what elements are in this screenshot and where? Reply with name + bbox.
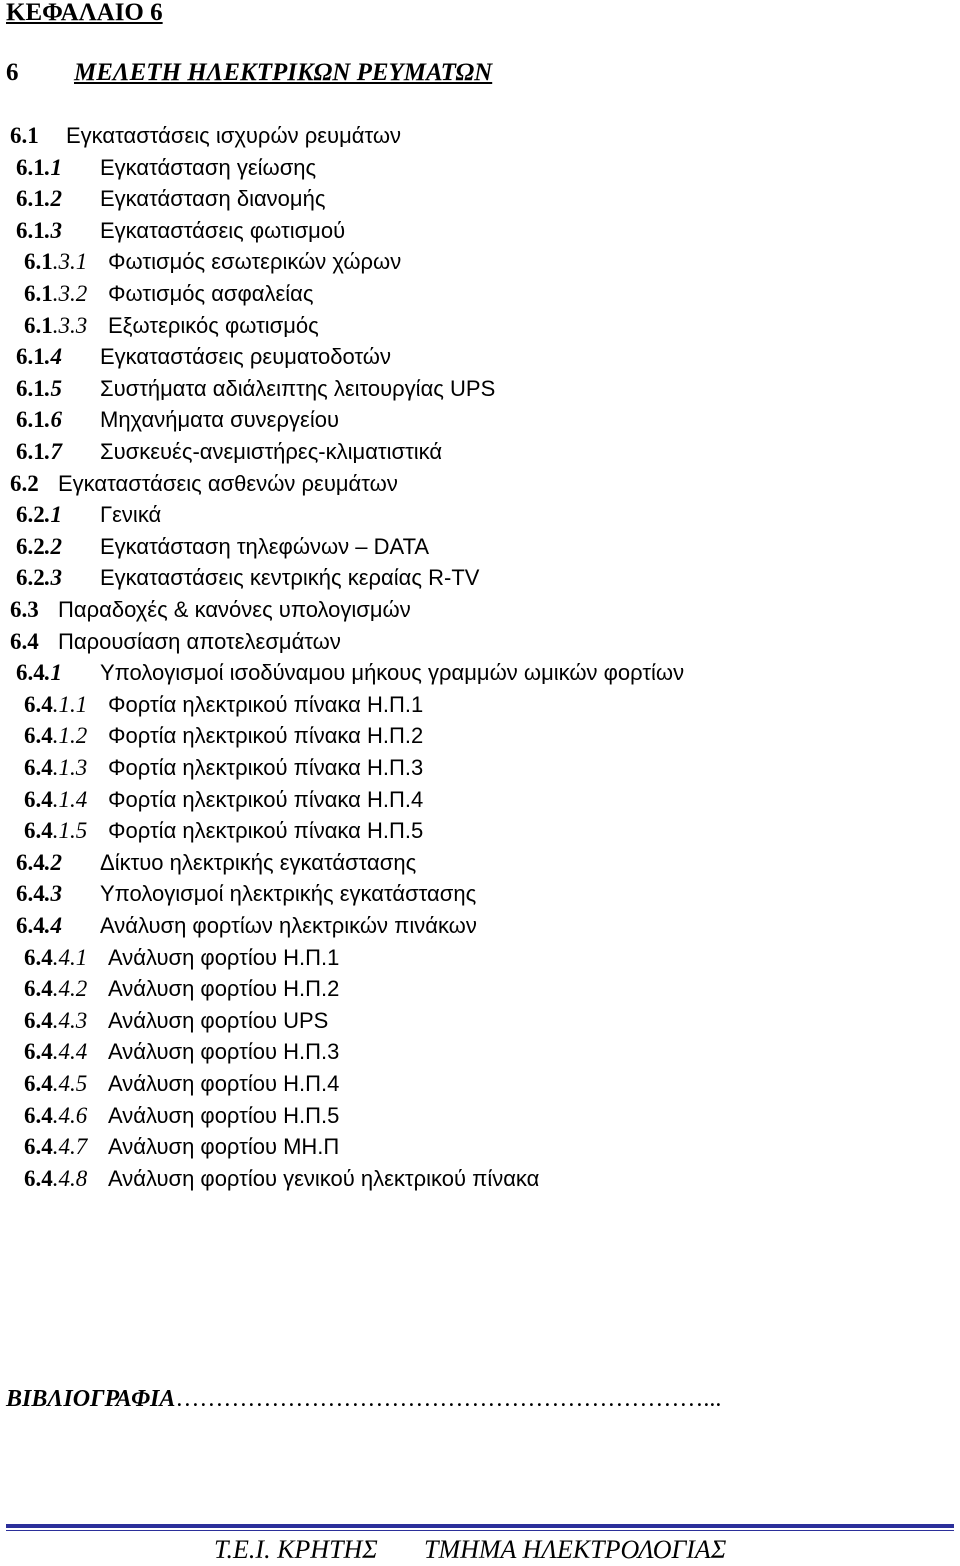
- toc-item-label: Εγκαταστάσεις κεντρικής κεραίας R-TV: [100, 565, 480, 591]
- toc-item-number: 6.4.1.4: [24, 786, 88, 812]
- toc-item-number: 6.4: [10, 628, 39, 654]
- toc-item-number: 6.2.3: [16, 565, 62, 591]
- toc-item-number: 6.1.3.3: [24, 312, 88, 338]
- toc-item: [24, 1036, 339, 1068]
- toc-item: [16, 499, 161, 531]
- toc-item-label: Ανάλυση φορτίου Η.Π.5: [108, 1102, 340, 1128]
- toc-item-number: 6.1.3: [16, 217, 62, 243]
- toc-item-label: Ανάλυση φορτίου UPS: [108, 1007, 329, 1033]
- toc-item-label: Φορτία ηλεκτρικού πίνακα Η.Π.5: [108, 818, 424, 844]
- toc-item-number: 6.4.3: [16, 881, 62, 907]
- toc-item-label: Εγκαταστάσεις ρευματοδοτών: [100, 344, 391, 370]
- footer-rule-thin: [6, 1530, 954, 1531]
- toc-item: [16, 657, 684, 689]
- toc-item-label: Εγκαταστάσεις φωτισμού: [100, 217, 346, 243]
- toc-item-label: Φωτισμός εσωτερικών χώρων: [108, 249, 402, 275]
- toc-item-label: Φωτισμός ασφαλείας: [108, 281, 314, 306]
- toc-item-label: Φορτία ηλεκτρικού πίνακα Η.Π.4: [108, 786, 424, 812]
- toc-item-label: Ανάλυση φορτίου Η.Π.4: [108, 1071, 340, 1096]
- footer-department: ΤΜΗΜΑ ΗΛΕΚΤΡΟΛΟΓΙΑΣ: [424, 1535, 727, 1564]
- toc-item-number: 6.1.3.2: [24, 281, 88, 306]
- toc-item-number: 6.4.4.3: [24, 1007, 88, 1033]
- toc-item-number: 6.4.4: [16, 913, 62, 938]
- page-footer: [214, 1534, 726, 1566]
- toc-item-label: Μηχανήματα συνεργείου: [100, 407, 339, 433]
- toc-item-number: 6.1.6: [16, 407, 62, 433]
- toc-item: [16, 152, 316, 184]
- toc-item: [16, 341, 391, 373]
- toc-item-label: Εγκαταστάσεις ασθενών ρευμάτων: [58, 470, 398, 496]
- toc-item: [16, 562, 479, 594]
- toc-item-label: Υπολογισμοί ηλεκτρικής εγκατάστασης: [100, 881, 477, 907]
- toc-item-number: 6.1.4: [16, 344, 62, 370]
- toc-item-label: Φορτία ηλεκτρικού πίνακα Η.Π.2: [108, 723, 424, 749]
- toc-item-label: Ανάλυση φορτίου Η.Π.2: [108, 976, 340, 1002]
- toc-item-label: Ανάλυση φορτίου Η.Π.1: [108, 944, 340, 970]
- toc-item: [24, 720, 423, 752]
- toc-item: [24, 246, 401, 278]
- toc-item-number: 6.1.5: [16, 375, 62, 401]
- toc-item-number: 6.2.2: [16, 533, 62, 559]
- toc-item-label: Συστήματα αδιάλειπτης λειτουργίας UPS: [100, 375, 496, 401]
- footer-rule: [6, 1524, 954, 1528]
- toc-item: [24, 752, 423, 784]
- toc-item-label: Ανάλυση φορτίου γενικού ηλεκτρικού πίνακα: [108, 1165, 540, 1191]
- toc-item-label: Εξωτερικός φωτισμός: [108, 312, 319, 338]
- toc-item-number: 6.4.1.5: [24, 818, 88, 844]
- toc-item: [10, 594, 411, 626]
- toc-item-label: Εγκατάσταση γείωσης: [100, 154, 317, 180]
- toc-item-label: Υπολογισμοί ισοδύναμου μήκους γραμμών ωμικών φορτίων: [100, 660, 685, 686]
- toc-item: [24, 689, 423, 721]
- toc-item-number: 6.4.4.1: [24, 944, 88, 970]
- toc-item: [24, 1131, 339, 1163]
- toc-item-label: Εγκατάσταση τηλεφώνων – DATA: [100, 533, 430, 559]
- toc-item-number: 6.4.1.3: [24, 755, 88, 780]
- toc-item-number: 6.4.4.7: [24, 1134, 88, 1160]
- toc-item-label: Ανάλυση φορτίων ηλεκτρικών πινάκων: [100, 913, 477, 938]
- toc-item-number: 6.4.4.8: [24, 1165, 88, 1191]
- toc-item: [16, 436, 442, 468]
- toc-item: [16, 215, 345, 247]
- toc-item-label: Εγκαταστάσεις ισχυρών ρευμάτων: [66, 123, 402, 148]
- toc-item: [24, 278, 314, 310]
- toc-item: [24, 1100, 339, 1132]
- toc-item: [10, 468, 398, 500]
- toc-item: [16, 404, 339, 436]
- toc-item-number: 6.4.4.6: [24, 1102, 88, 1128]
- toc-item-number: 6.4.1.2: [24, 723, 88, 749]
- toc-item: [24, 784, 423, 816]
- chapter-heading: ΚΕΦΑΛΑΙΟ 6: [6, 0, 163, 26]
- toc-item: [24, 1005, 328, 1037]
- toc-item-number: 6.4.1.1: [24, 691, 88, 717]
- toc-item-number: 6.1.2: [16, 186, 62, 212]
- toc-item: [16, 531, 429, 563]
- bibliography-heading: ΒΙΒΛΙΟΓΡΑΦΙΑ: [6, 1386, 176, 1412]
- toc-item-label: Φορτία ηλεκτρικού πίνακα Η.Π.3: [108, 755, 424, 780]
- toc-item-number: 6.1.3.1: [24, 249, 88, 275]
- toc-item: [24, 1068, 339, 1100]
- toc-item-number: 6.4.1: [16, 660, 62, 686]
- toc-item: [24, 815, 423, 847]
- toc-item-number: 6.1.7: [16, 439, 62, 464]
- toc-item-label: Ανάλυση φορτίου Η.Π.3: [108, 1039, 340, 1065]
- bibliography-leader: …………………………………………………………...: [175, 1386, 722, 1412]
- toc-item: [10, 120, 401, 152]
- toc-item: [16, 847, 416, 879]
- toc-item: [24, 1163, 539, 1195]
- toc-item-number: 6.2: [10, 470, 39, 496]
- toc-item: [24, 310, 319, 342]
- chapter-title-text: ΜΕΛΕΤΗ ΗΛΕΚΤΡΙΚΩΝ ΡΕΥΜΑΤΩΝ: [74, 59, 493, 86]
- toc-item-number: 6.3: [10, 597, 39, 622]
- toc-item-number: 6.4.4.4: [24, 1039, 88, 1065]
- toc-item: [10, 626, 341, 658]
- toc-item: [24, 942, 339, 974]
- toc-item: [16, 878, 476, 910]
- toc-item-label: Εγκατάσταση διανομής: [100, 186, 326, 212]
- toc-item-number: 6.4.2: [16, 849, 62, 875]
- toc-item-number: 6.4.4.2: [24, 976, 88, 1002]
- toc-item-label: Δίκτυο ηλεκτρικής εγκατάστασης: [100, 849, 417, 875]
- toc-item: [16, 910, 477, 942]
- toc-item-label: Γενικά: [100, 502, 162, 528]
- toc-item-label: Ανάλυση φορτίου ΜΗ.Π: [108, 1134, 340, 1160]
- toc-item-label: Συσκευές-ανεμιστήρες-κλιματιστικά: [100, 439, 443, 464]
- toc-item: [16, 183, 325, 215]
- bibliography-line: [6, 1384, 721, 1414]
- toc-item-number: 6.1: [10, 123, 39, 148]
- toc-item-number: 6.2.1: [16, 502, 62, 528]
- toc-item: [24, 973, 339, 1005]
- toc-item-number: 6.1.1: [16, 154, 62, 180]
- toc-item-label: Παραδοχές & κανόνες υπολογισμών: [58, 597, 411, 622]
- chapter-title: [6, 58, 492, 88]
- toc-item: [16, 373, 495, 405]
- chapter-title-number: 6: [6, 59, 19, 86]
- footer-school: Τ.Ε.Ι. ΚΡΗΤΗΣ: [214, 1535, 378, 1564]
- toc-item-label: Φορτία ηλεκτρικού πίνακα Η.Π.1: [108, 691, 424, 717]
- toc-item-label: Παρουσίαση αποτελεσμάτων: [58, 628, 341, 654]
- toc-item-number: 6.4.4.5: [24, 1071, 88, 1096]
